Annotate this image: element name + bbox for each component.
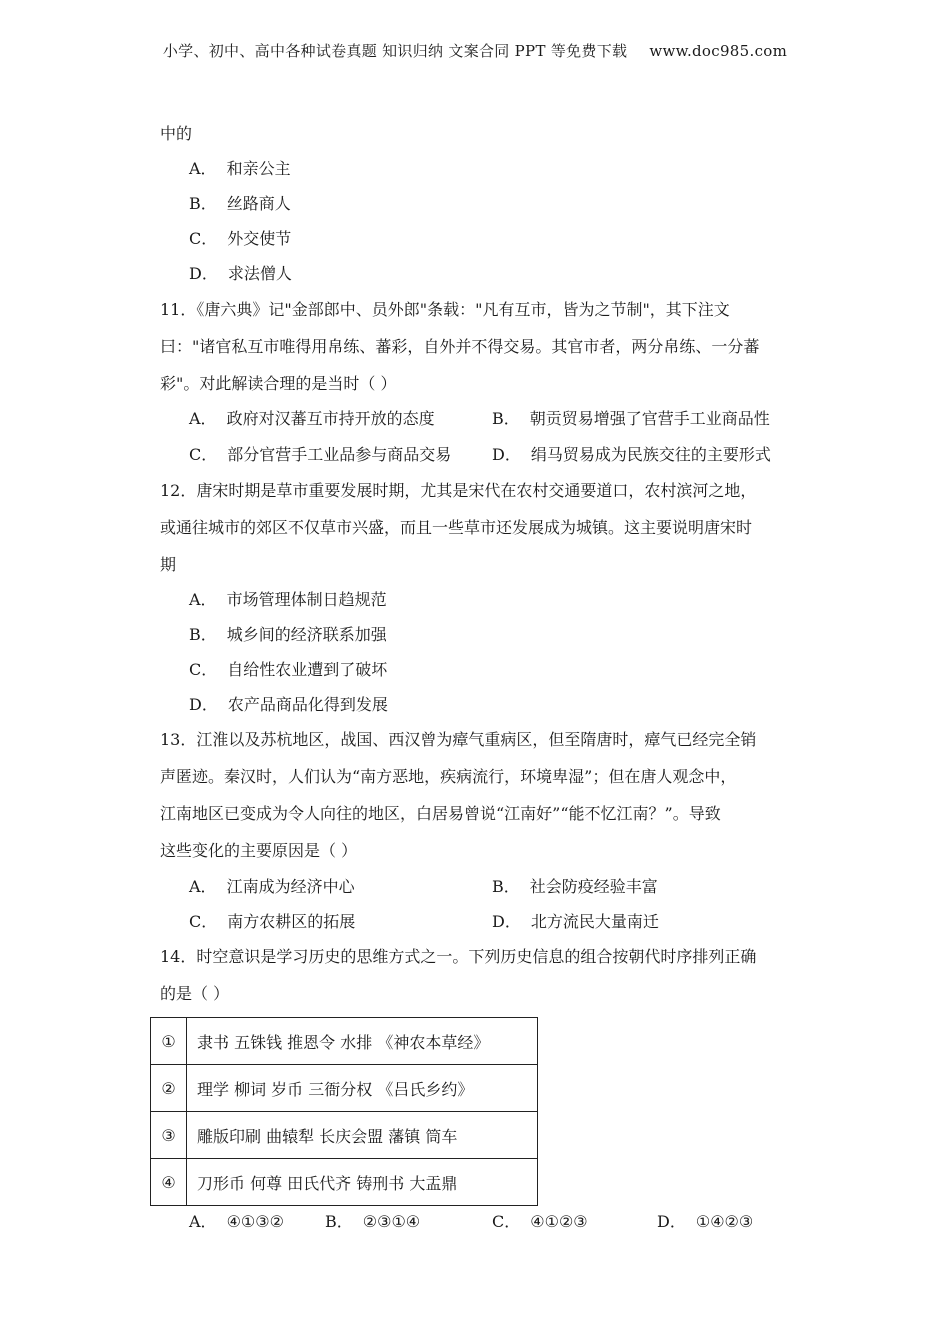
q13-stem-line: 江南地区已变成为令人向往的地区，白居易曾说“江南好”“能不忆江南？”。导致 (160, 804, 721, 823)
q11-option-b: B． 朝贡贸易增强了官营手工业商品性 (492, 409, 770, 428)
q14-stem-line: 14．时空意识是学习历史的思维方式之一。下列历史信息的组合按朝代时序排列正确 (160, 947, 757, 966)
q13-stem-line: 声匿迹。秦汉时，人们认为“南方恶地，疾病流行，环境卑湿”；但在唐人观念中， (160, 767, 737, 786)
row-number: ④ (151, 1159, 187, 1206)
table-row (151, 1159, 538, 1206)
q13-option-d: D． 北方流民大量南迁 (492, 912, 659, 931)
q13-stem-line: 这些变化的主要原因是（ ） (160, 841, 358, 860)
q11-option-d: D． 绢马贸易成为民族交往的主要形式 (492, 445, 771, 464)
q10-option-a: A． 和亲公主 (189, 159, 291, 178)
q13-option-c: C． 南方农耕区的拓展 (189, 912, 356, 931)
q14-option-b: B． ②③①④ (325, 1212, 421, 1231)
header-site: www.doc985.com (649, 42, 788, 60)
q11-option-a: A． 政府对汉蕃互市持开放的态度 (189, 409, 435, 428)
row-number: ② (151, 1065, 187, 1112)
q10-option-d: D． 求法僧人 (189, 264, 292, 283)
q13-stem-line: 13．江淮以及苏杭地区，战国、西汉曾为瘴气重病区，但至隋唐时，瘴气已经完全销 (160, 730, 757, 749)
q14-stem-line: 的是（ ） (160, 984, 230, 1003)
q11-stem-line: 11．《唐六典》记"金部郎中、员外郎"条载："凡有互市，皆为之节制"，其下注文 (160, 300, 730, 319)
row-text: 刀形币 何尊 田氏代齐 铸刑书 大盂鼎 (187, 1159, 538, 1206)
q11-option-c: C． 部分官营手工业品参与商品交易 (189, 445, 452, 464)
q12-option-b: B． 城乡间的经济联系加强 (189, 625, 387, 644)
row-number: ① (151, 1018, 187, 1065)
q10-option-c: C． 外交使节 (189, 229, 292, 248)
q14-option-c: C． ④①②③ (492, 1212, 588, 1231)
table-row (151, 1112, 538, 1159)
header-text: 小学、初中、高中各种试卷真题 知识归纳 文案合同 PPT 等免费下载 (162, 42, 628, 60)
q13-option-b: B． 社会防疫经验丰富 (492, 877, 658, 896)
table-row (151, 1065, 538, 1112)
q12-option-a: A． 市场管理体制日趋规范 (189, 590, 387, 609)
table-row (151, 1018, 538, 1065)
q10-option-b: B． 丝路商人 (189, 194, 291, 213)
row-number: ③ (151, 1112, 187, 1159)
row-text: 雕版印刷 曲辕犁 长庆会盟 藩镇 筒车 (187, 1112, 538, 1159)
q12-option-c: C． 自给性农业遭到了破坏 (189, 660, 388, 679)
q14-sequence-table (150, 1017, 538, 1206)
row-text: 理学 柳词 岁币 三衙分权 《吕氏乡约》 (187, 1065, 538, 1112)
q11-stem-line: 彩"。对此解读合理的是当时（ ） (160, 374, 397, 393)
q14-option-d: D． ①④②③ (657, 1212, 754, 1231)
q10-tail: 中的 (160, 124, 193, 143)
q11-stem-line: 曰："诸官私互市唯得用帛练、蕃彩，自外并不得交易。其官市者，两分帛练、一分蕃 (160, 337, 760, 356)
q14-option-a: A． ④①③② (189, 1212, 284, 1231)
row-text: 隶书 五铢钱 推恩令 水排 《神农本草经》 (187, 1018, 538, 1065)
q12-stem-line: 或通往城市的郊区不仅草市兴盛，而且一些草市还发展成为城镇。这主要说明唐宋时 (160, 518, 753, 537)
q12-option-d: D． 农产品商品化得到发展 (189, 695, 388, 714)
q12-stem-line: 期 (160, 555, 177, 574)
q12-stem-line: 12．唐宋时期是草市重要发展时期，尤其是宋代在农村交通要道口，农村滨河之地， (160, 481, 757, 500)
page-header (0, 40, 950, 61)
q13-option-a: A． 江南成为经济中心 (189, 877, 355, 896)
